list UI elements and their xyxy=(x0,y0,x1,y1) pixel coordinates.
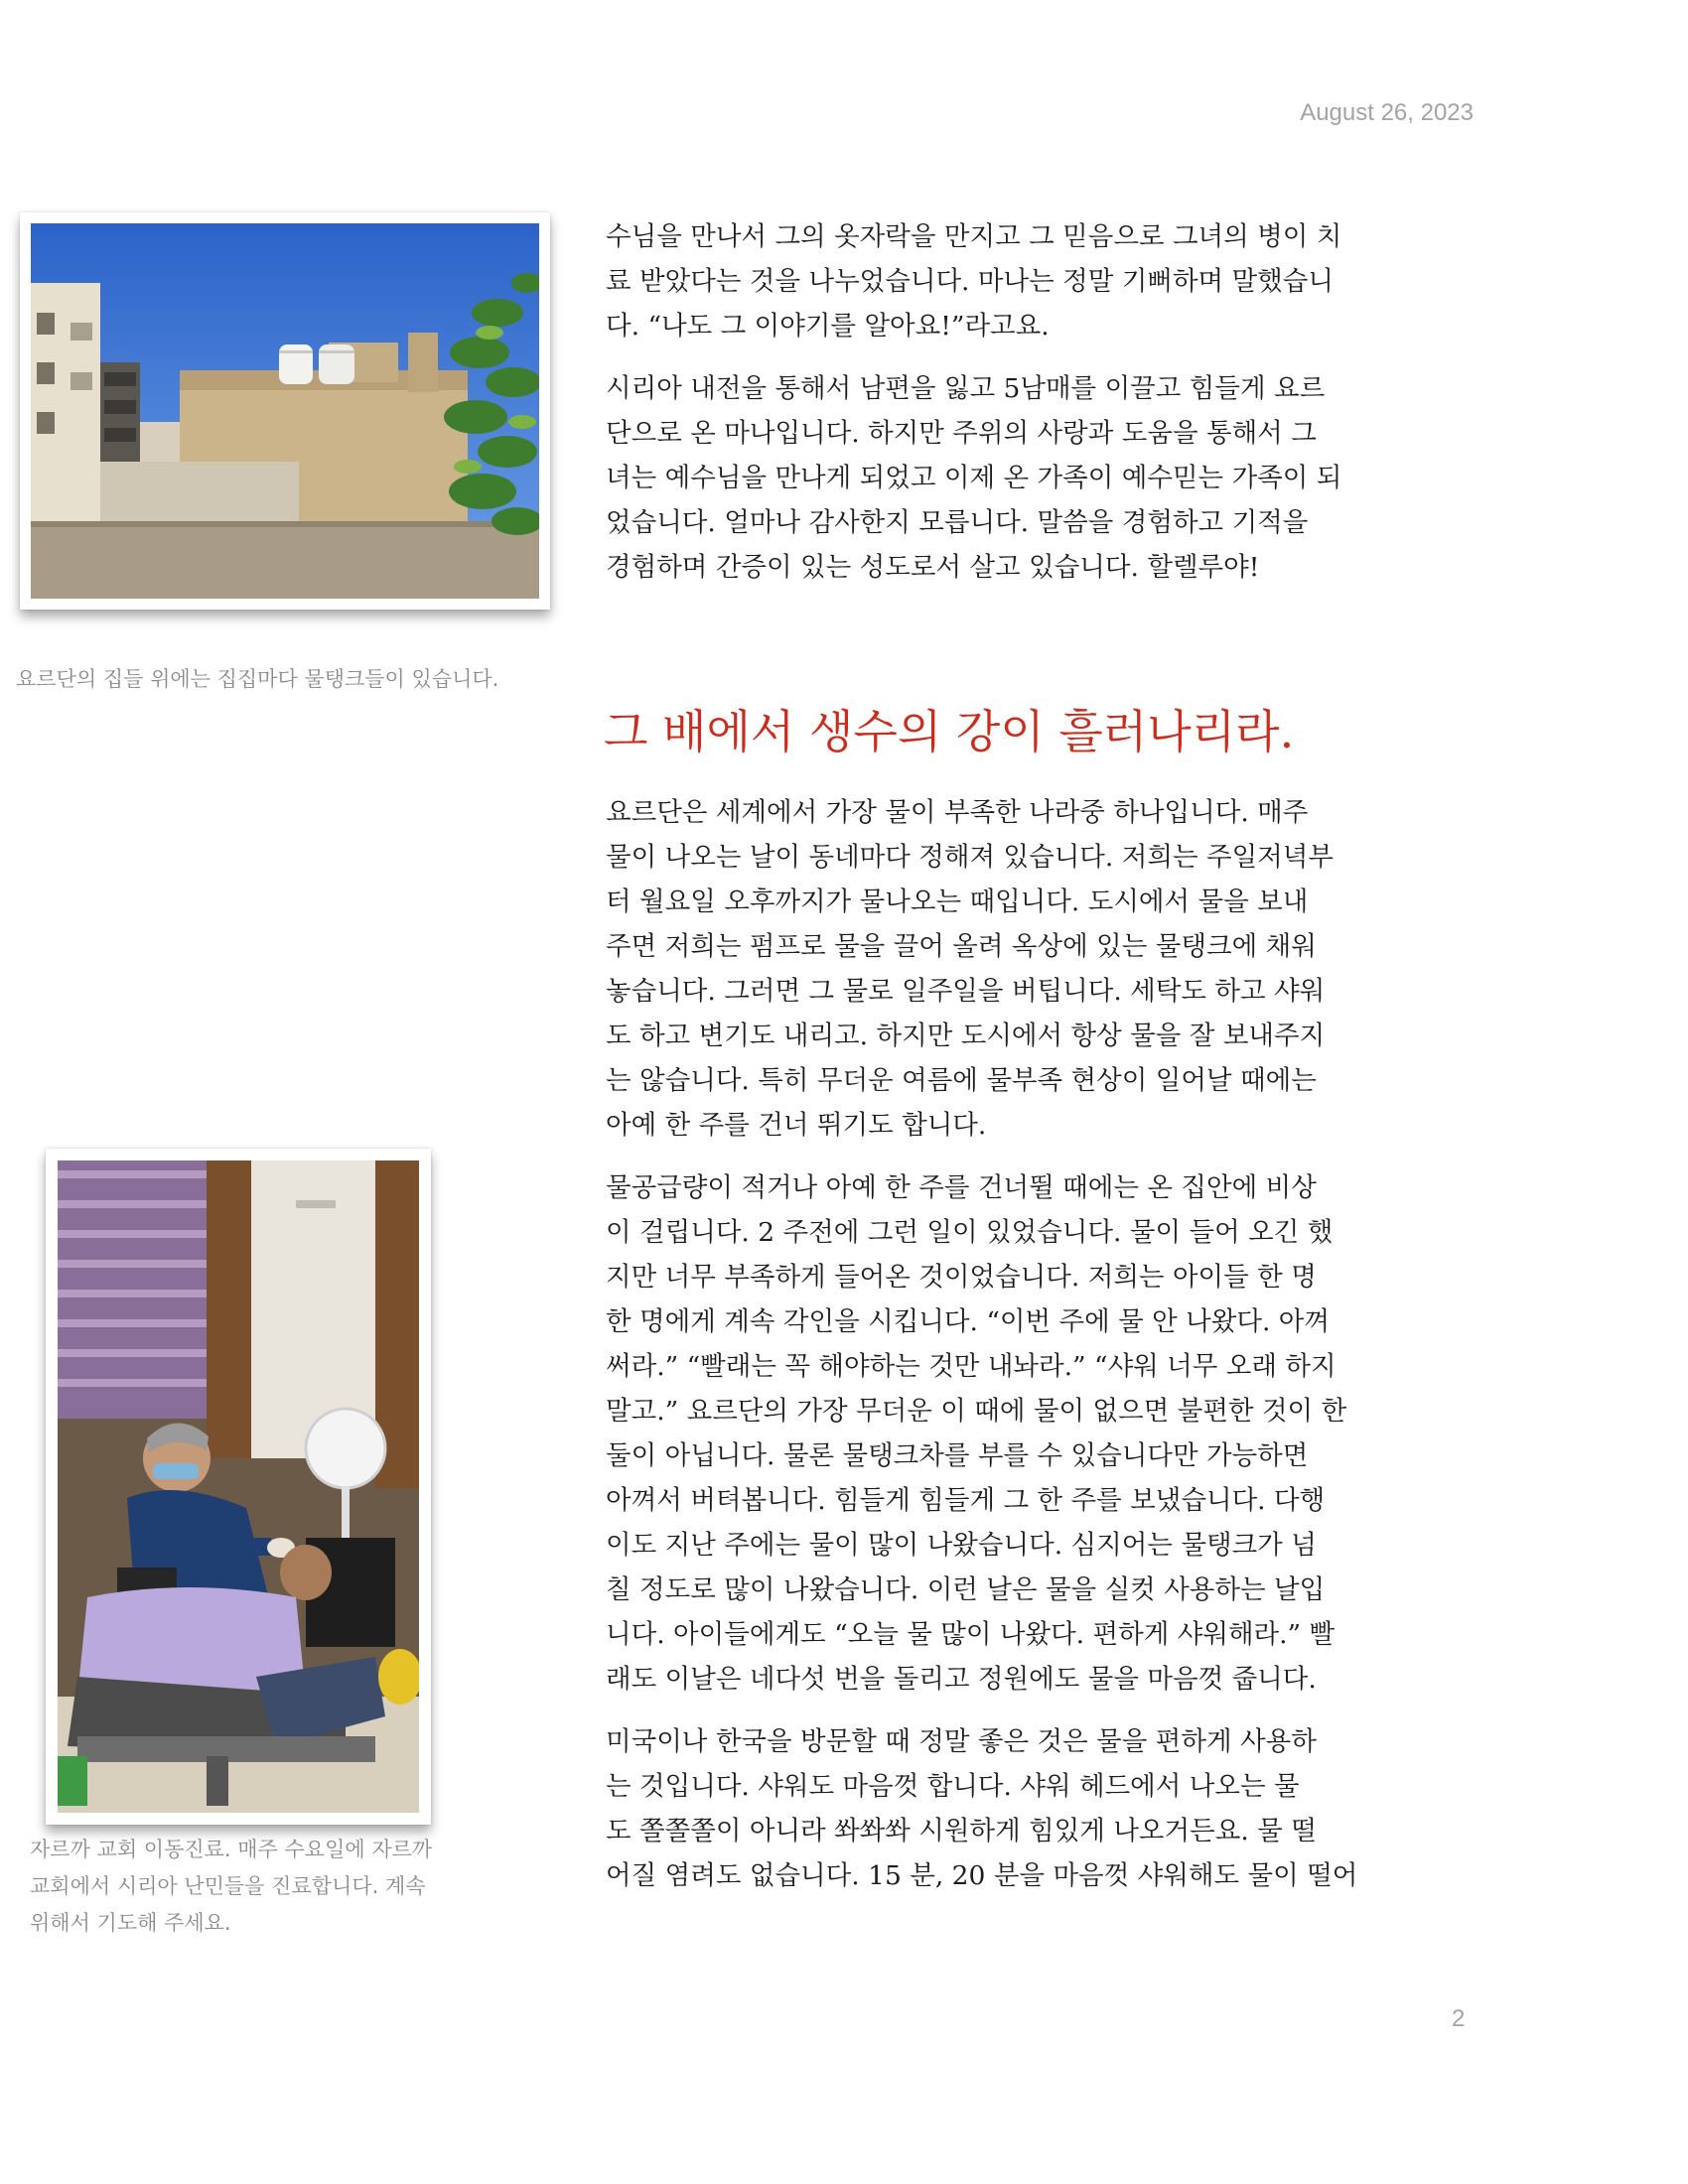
dental-clinic-photo xyxy=(46,1149,431,1825)
page-date: August 26, 2023 xyxy=(1300,99,1474,126)
body-paragraph: 미국이나 한국을 방문할 때 정말 좋은 것은 물을 편하게 사용하 는 것입니다. 샤워도 마음껏 합니다. 샤워 헤드에서 나오는 물 도 쫄쫄쫄이 아니라 쏴쏴쏴 시원하게 힘있게 나오거든요. 물 떨 어질 염려도 없습니다. 15 분, 20 분을 마음껏 샤워해도 물이 떨어 xyxy=(606,1726,1358,1891)
intro-paragraph: 시리아 내전을 통해서 남편을 잃고 5남매를 이끌고 힘들게 요르 단으로 온 마나입니다. 하지만 주위의 사랑과 도움을 통해서 그 녀는 예수님을 만나게 되었고 이제 온 가족이 예수믿는 가족이 되 었습니다. 얼마나 감사한지 모릅니다. 말씀을 경험하고 기적을 경험하며 간증이 있는 성도로서 살고 있습니다. 할렐루야! xyxy=(606,373,1342,583)
intro-paragraph: 수님을 만나서 그의 옷자락을 만지고 그 믿음으로 그녀의 병이 치 료 받았다는 것을 나누었습니다. 마나는 정말 기뻐하며 말했습니 다. “나도 그 이야기를 알아요!”라고요. xyxy=(606,221,1342,341)
dental-photo-illustration xyxy=(58,1160,419,1813)
section-text-column xyxy=(606,790,1479,1916)
dental-photo-caption: 자르까 교회 이동진료. 매주 수요일에 자르까 교회에서 시리아 난민들을 진료합니다. 계속 위해서 기도해 주세요. xyxy=(30,1838,433,1935)
body-paragraph: 요르단은 세계에서 가장 물이 부족한 나라중 하나입니다. 매주 물이 나오는 날이 동네마다 정해져 있습니다. 저희는 주일저녁부 터 월요일 오후까지가 물나오는 때입니다. 도시에서 물을 보내 주면 저희는 펌프로 물을 끌어 올려 옥상에 있는 물탱크에 채워 놓습니다. 그러면 그 물로 일주일을 버팁니다. 세탁도 하고 샤워 도 하고 변기도 내리고. 하지만 도시에서 항상 물을 잘 보내주지 는 않습니다. 특히 무더운 여름에 물부족 현상이 일어날 때에는 아예 한 주를 건너 뛰기도 합니다. xyxy=(606,797,1334,1141)
body-paragraph: 물공급량이 적거나 아예 한 주를 건너뛸 때에는 온 집안에 비상 이 걸립니다. 2 주전에 그런 일이 있었습니다. 물이 들어 오긴 했 지만 너무 부족하게 들어온 것이었습니다. 저희는 아이들 한 명 한 명에게 계속 각인을 시킵니다. “이번 주에 물 안 나왔다. 아껴 써라.” “빨래는 꼭 해야하는 것만 내놔라.” “샤워 너무 오래 하지 말고.” 요르단의 가장 무더운 이 때에 물이 없으면 불편한 것이 한 둘이 아닙니다. 물론 물탱크차를 부를 수 있습니다만 가능하면 아껴서 버텨봅니다. 힘들게 힘들게 그 한 주를 보냈습니다. 다행 이도 지난 주에는 물이 많이 나왔습니다. 심지어는 물탱크가 넘 칠 정도로 많이 나왔습니다. 이런 날은 물을 실컷 사용하는 날입 니다. 아이들에게도 “오늘 물 많이 나왔다. 편하게 샤워해라.” 빨 래도 이날은 네다섯 번을 돌리고 정원에도 물을 마음껏 줍니다. xyxy=(606,1172,1347,1695)
rooftop-water-tanks-photo xyxy=(20,212,550,610)
section-heading: 그 배에서 생수의 강이 흘러나리라. xyxy=(604,705,1295,758)
rooftop-photo-illustration xyxy=(31,223,539,599)
intro-text-column xyxy=(606,214,1479,608)
page-number: 2 xyxy=(1452,2005,1466,2032)
rooftop-photo-caption: 요르단의 집들 위에는 집집마다 물탱크들이 있습니다. xyxy=(16,667,499,691)
